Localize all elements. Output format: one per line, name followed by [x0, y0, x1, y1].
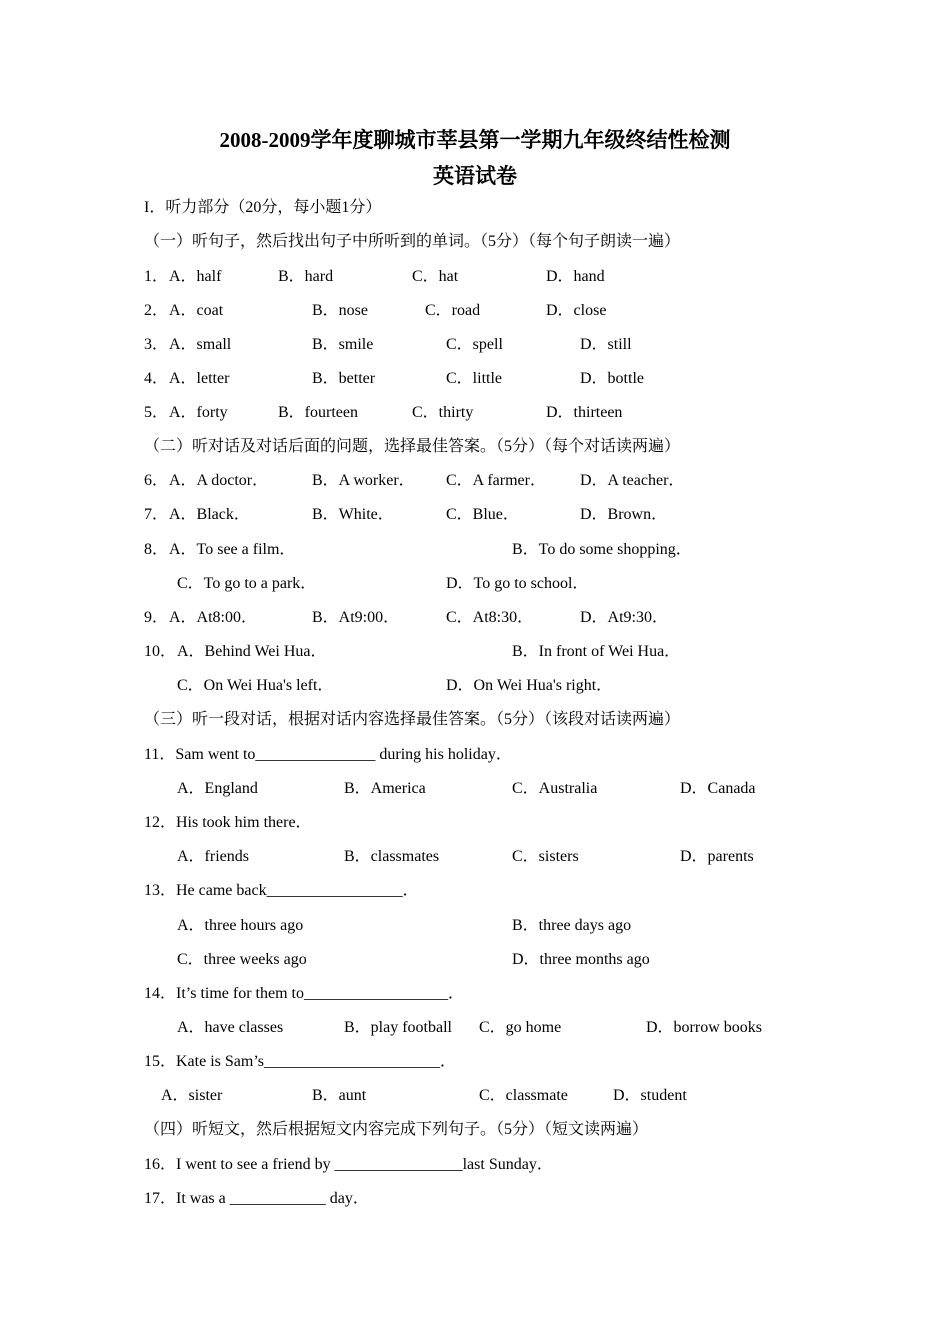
option-c: C．hat: [412, 268, 459, 285]
option-b: B．better: [312, 370, 376, 387]
option-a: A．forty: [169, 404, 228, 421]
question-4: [0, 362, 950, 396]
option-c: C．three weeks ago: [177, 951, 307, 968]
question-13-options: [0, 909, 950, 943]
question-15-options: [0, 1079, 950, 1113]
option-a: A．three hours ago: [177, 917, 304, 934]
question-12-stem: 12．His took him there．: [144, 814, 312, 831]
question-number: 2．: [144, 302, 169, 319]
option-a: A．Behind Wei Hua．: [177, 643, 327, 660]
option-d: D．borrow books: [646, 1019, 762, 1036]
option-b: B．classmates: [344, 848, 440, 865]
question-number: 6．: [144, 472, 169, 489]
option-c: C．sisters: [512, 848, 579, 865]
option-d: D．student: [613, 1087, 687, 1104]
question-17: 17．It was a ____________ day．: [144, 1190, 369, 1207]
question-13-stem: 13．He came back_________________．: [144, 882, 419, 899]
option-b: B．smile: [312, 336, 374, 353]
option-a: A．At8:00．: [169, 609, 258, 626]
question-14-stem: 14．It’s time for them to__________________．: [144, 985, 464, 1002]
exam-title: 2008-2009学年度聊城市莘县第一学期九年级终结性检测: [219, 128, 731, 152]
question-12-options: [0, 840, 950, 874]
question-14-options: [0, 1011, 950, 1045]
option-c: C．classmate: [479, 1087, 568, 1104]
option-a: A．sister: [161, 1087, 223, 1104]
option-c: C．Blue．: [446, 506, 519, 523]
option-c: C．spell: [446, 336, 503, 353]
option-c: C．Australia: [512, 780, 598, 797]
question-15-stem: 15．Kate is Sam’s______________________．: [144, 1053, 456, 1070]
option-d: D．Canada: [680, 780, 756, 797]
option-d: D．close: [546, 302, 607, 319]
section2-heading: （二）听对话及对话后面的问题，选择最佳答案。（5分）（每个对话读两遍）: [144, 438, 681, 455]
option-a: A．have classes: [177, 1019, 284, 1036]
question-number: 7．: [144, 506, 169, 523]
question-8: [0, 533, 950, 567]
option-b: B．play football: [344, 1019, 452, 1036]
option-a: A．half: [169, 268, 222, 285]
option-a: A．small: [169, 336, 232, 353]
question-10: [0, 635, 950, 669]
option-a: A．To see a film．: [169, 541, 296, 558]
question-9: [0, 601, 950, 635]
option-b: B．White．: [312, 506, 394, 523]
option-d: D．At9:30．: [580, 609, 669, 626]
option-c: C．go home: [479, 1019, 562, 1036]
option-d: D．bottle: [580, 370, 644, 387]
question-7: [0, 498, 950, 532]
option-c: C．To go to a park．: [177, 575, 317, 592]
option-a: A．Black．: [169, 506, 250, 523]
option-a: A．coat: [169, 302, 224, 319]
question-number: 3．: [144, 336, 169, 353]
question-number: 5．: [144, 404, 169, 421]
option-b: B．A worker．: [312, 472, 415, 489]
question-1: [0, 260, 950, 294]
question-number: 4．: [144, 370, 169, 387]
question-6: [0, 464, 950, 498]
option-d: D．hand: [546, 268, 605, 285]
option-c: C．road: [425, 302, 481, 319]
question-16: 16．I went to see a friend by ________________last Sunday．: [144, 1156, 553, 1173]
question-3: [0, 328, 950, 362]
question-number: 8．: [144, 541, 169, 558]
option-c: C．little: [446, 370, 503, 387]
option-d: D．three months ago: [512, 951, 650, 968]
option-c: C．On Wei Hua's left．: [177, 677, 334, 694]
option-d: D．On Wei Hua's right．: [446, 677, 613, 694]
option-b: B．three days ago: [512, 917, 632, 934]
option-c: C．thirty: [412, 404, 474, 421]
exam-subtitle: 英语试卷: [433, 164, 517, 188]
option-b: B．nose: [312, 302, 369, 319]
option-d: D．still: [580, 336, 632, 353]
option-b: B．hard: [278, 268, 334, 285]
option-a: A．letter: [169, 370, 230, 387]
option-a: A．friends: [177, 848, 249, 865]
question-8-cont: [0, 567, 950, 601]
section3-heading: （三）听一段对话，根据对话内容选择最佳答案。（5分）（该段对话读两遍）: [144, 711, 681, 728]
option-b: B．At9:00．: [312, 609, 400, 626]
option-c: C．A farmer．: [446, 472, 546, 489]
option-a: A．A doctor．: [169, 472, 269, 489]
question-number: 9．: [144, 609, 169, 626]
option-d: D．parents: [680, 848, 754, 865]
question-11-stem: 11．Sam went to_______________ during his holiday．: [144, 746, 512, 763]
option-d: D．To go to school．: [446, 575, 589, 592]
question-number: 1．: [144, 268, 169, 285]
question-number: 10．: [144, 643, 177, 660]
option-d: D．thirteen: [546, 404, 623, 421]
question-11-options: [0, 772, 950, 806]
option-b: B．fourteen: [278, 404, 358, 421]
question-2: [0, 294, 950, 328]
question-10-cont: [0, 669, 950, 703]
section4-heading: （四）听短文，然后根据短文内容完成下列句子。（5分）（短文读两遍）: [144, 1121, 649, 1138]
section1-heading: （一）听句子，然后找出句子中所听到的单词。（5分）（每个句子朗读一遍）: [144, 233, 681, 250]
option-b: B．America: [344, 780, 426, 797]
part1-heading: I．听力部分（20分，每小题1分）: [144, 199, 382, 216]
option-d: D．Brown．: [580, 506, 668, 523]
option-b: B．To do some shopping．: [512, 541, 692, 558]
option-b: B．aunt: [312, 1087, 367, 1104]
option-d: D．A teacher．: [580, 472, 685, 489]
option-b: B．In front of Wei Hua．: [512, 643, 681, 660]
question-5: [0, 396, 950, 430]
question-13-options-cont: [0, 943, 950, 977]
option-a: A．England: [177, 780, 258, 797]
option-c: C．At8:30．: [446, 609, 534, 626]
